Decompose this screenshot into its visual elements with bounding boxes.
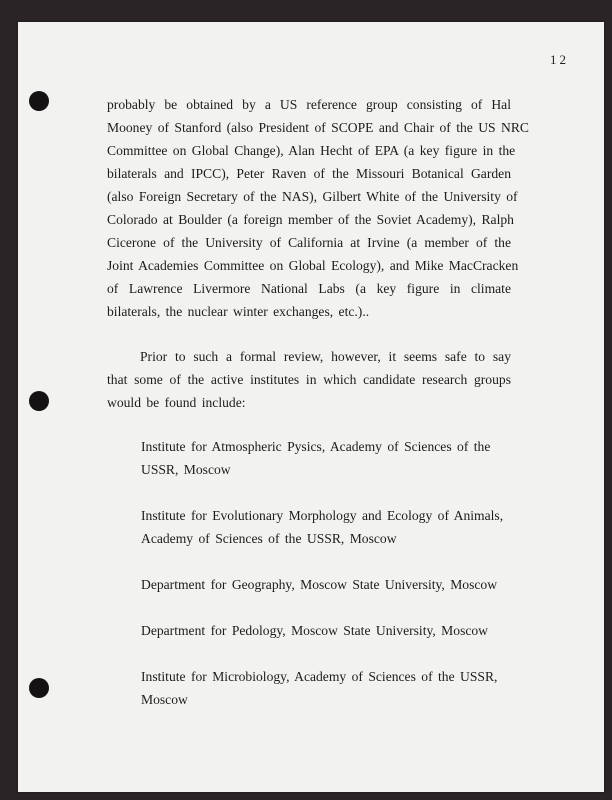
text-line: Institute for Atmospheric Pysics, Academy of Sciences of the [141, 439, 491, 454]
text-line: Academy of Sciences of the USSR, Moscow [141, 531, 397, 546]
institute-list-item [141, 665, 501, 711]
text-line: bilaterals and IPCC), Peter Raven of the Missouri Botanical Garden [107, 166, 511, 181]
paragraph-reference-group [107, 93, 529, 323]
text-line: (also Foreign Secretary of the NAS), Gilbert White of the University of [107, 189, 518, 204]
text-line: probably be obtained by a US reference group consisting of Hal [107, 97, 511, 112]
institute-list-item [141, 619, 501, 642]
text-line: Prior to such a formal review, however, it seems safe to say [140, 349, 511, 364]
text-line: Moscow [141, 692, 188, 707]
institute-list-item [141, 573, 501, 596]
text-line: Institute for Microbiology, Academy of Sciences of the USSR, [141, 669, 498, 684]
text-line: USSR, Moscow [141, 462, 231, 477]
text-line: Institute for Evolutionary Morphology and Ecology of Animals, [141, 508, 504, 523]
institute-list-item [141, 435, 501, 481]
text-line: Mooney of Stanford (also President of SCOPE and Chair of the US NRC [107, 120, 529, 135]
paragraph-institutes-intro [107, 345, 511, 414]
text-line: would be found include: [107, 395, 246, 410]
punch-hole [29, 391, 49, 411]
text-line: Department for Geography, Moscow State University, Moscow [141, 577, 498, 592]
text-line: bilaterals, the nuclear winter exchanges, etc.).. [107, 304, 370, 319]
punch-hole [29, 678, 49, 698]
page-number: 12 [550, 52, 569, 67]
text-line: of Lawrence Livermore National Labs (a key figure in climate [107, 281, 511, 296]
text-line: Joint Academies Committee on Global Ecology), and Mike MacCracken [107, 258, 519, 273]
punch-hole [29, 91, 49, 111]
text-line: Department for Pedology, Moscow State University, Moscow [141, 623, 489, 638]
text-line: Committee on Global Change), Alan Hecht of EPA (a key figure in the [107, 143, 516, 158]
text-line: that some of the active institutes in which candidate research groups [107, 372, 511, 387]
institute-list-item [141, 504, 504, 550]
text-line: Cicerone of the University of California at Irvine (a member of the [107, 235, 511, 250]
text-line: Colorado at Boulder (a foreign member of the Soviet Academy), Ralph [107, 212, 514, 227]
